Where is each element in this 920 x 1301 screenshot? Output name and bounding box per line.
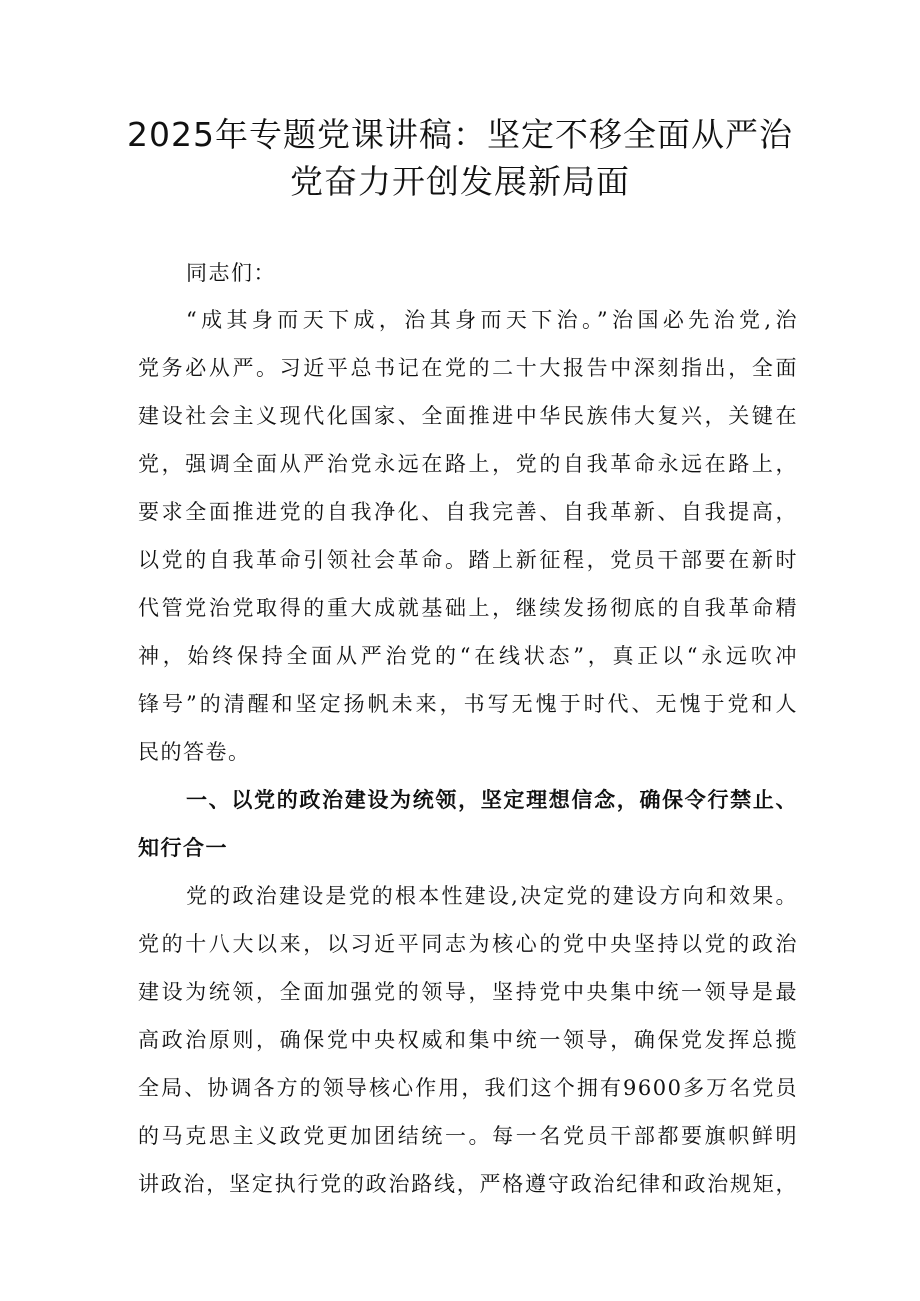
paragraph-line: 党务必从严。习近平总书记在党的二十大报告中深刻指出，全面	[138, 356, 798, 380]
paragraph-line: 建设为统领，全面加强党的领导，坚持党中央集中统一领导是最	[138, 980, 798, 1004]
paragraph-line: 党的十八大以来，以习近平同志为核心的党中央坚持以党的政治	[138, 932, 798, 956]
paragraph-line: 高政治原则，确保党中央权威和集中统一领导，确保党发挥总揽	[138, 1028, 798, 1052]
document-title-line-2: 党奋力开创发展新局面	[290, 162, 630, 201]
paragraph-line: 党，强调全面从严治党永远在路上，党的自我革命永远在路上，	[138, 452, 798, 476]
paragraph-line: 全局、协调各方的领导核心作用，我们这个拥有9600多万名党员	[138, 1076, 798, 1100]
paragraph-line: 民的答卷。	[138, 740, 251, 764]
paragraph-line: 要求全面推进党的自我净化、自我完善、自我革新、自我提高，	[138, 500, 798, 524]
salutation: 同志们：	[186, 261, 276, 285]
paragraph-line: 代管党治党取得的重大成就基础上，继续发扬彻底的自我革命精	[138, 596, 798, 620]
paragraph-line: 以党的自我革命引领社会革命。踏上新征程，党员干部要在新时	[138, 548, 798, 572]
paragraph-line: 神，始终保持全面从严治党的“在线状态”，真正以“永远吹冲	[138, 644, 798, 668]
paragraph-line: 党的政治建设是党的根本性建设,决定党的建设方向和效果。	[186, 884, 798, 908]
paragraph-line: 的马克思主义政党更加团结统一。每一名党员干部都要旗帜鲜明	[138, 1124, 798, 1148]
document-title-line-1: 2025年专题党课讲稿：坚定不移全面从严治	[127, 115, 793, 154]
paragraph-line: 建设社会主义现代化国家、全面推进中华民族伟大复兴，关键在	[138, 404, 798, 428]
heading-line: 知行合一	[138, 836, 228, 860]
paragraph-line: 锋号”的清醒和坚定扬帆未来，书写无愧于时代、无愧于党和人	[138, 692, 798, 716]
paragraph-line: 讲政治，坚定执行党的政治路线，严格遵守政治纪律和政治规矩，	[138, 1172, 798, 1196]
heading-line: 一、以党的政治建设为统领，坚定理想信念，确保令行禁止、	[186, 788, 798, 812]
paragraph-line: “成其身而天下成，治其身而天下治。”治国必先治党,治	[186, 308, 798, 332]
